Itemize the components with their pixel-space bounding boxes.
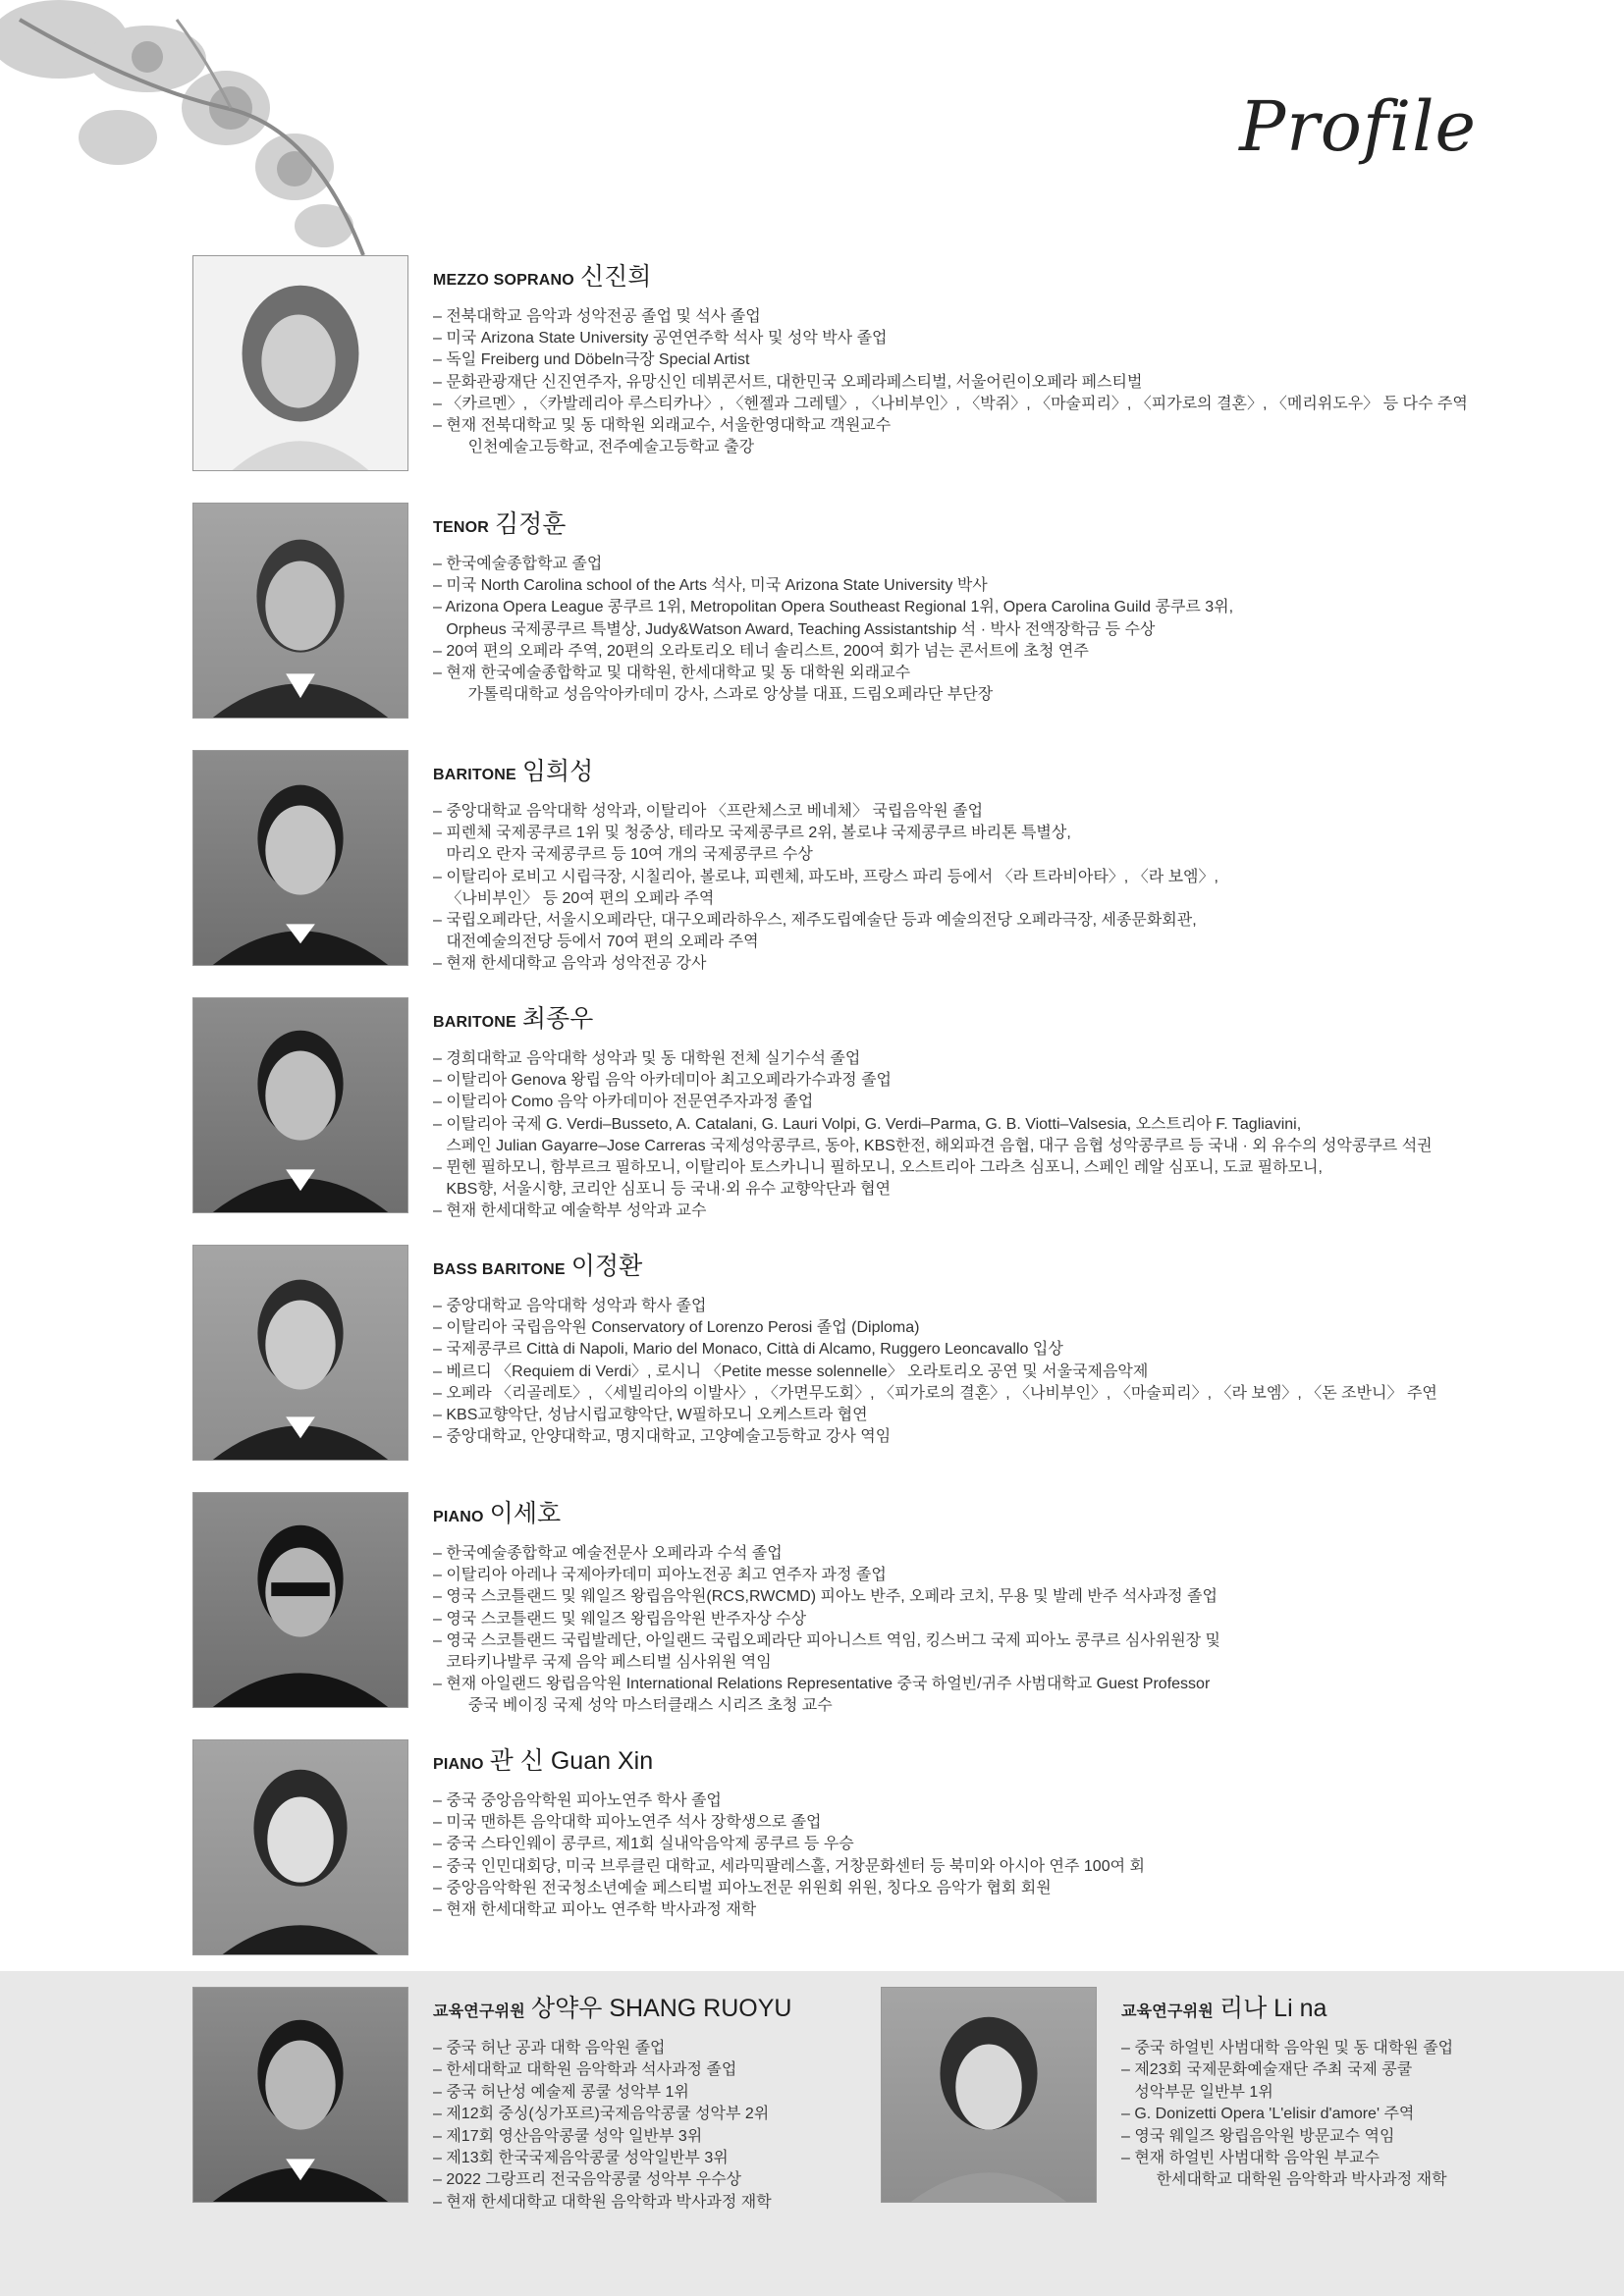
page-title: Profile [1239, 86, 1477, 167]
career-item: – 현재 한세대학교 예술학부 성악과 교수 [433, 1202, 707, 1220]
career-list [1121, 2038, 1534, 2192]
career-item: – 오페라 〈리골레토〉, 〈세빌리아의 이발사〉, 〈가면무도회〉, 〈피가로의 결혼〉, 〈나비부인〉, 〈마술피리〉, 〈라 보엠〉, 〈돈 조반니〉 주연 [433, 1384, 1437, 1402]
career-item: – 영국 스코틀랜드 국립발레단, 아일랜드 국립오페라단 피아니스트 역임, 킹스버그 국제 피아노 콩쿠르 심사위원장 및 [433, 1631, 1221, 1649]
role-label: 교육연구위원 [433, 2003, 525, 2020]
career-item: – 피렌체 국제콩쿠르 1위 및 청중상, 테라모 국제콩쿠르 2위, 볼로냐 국제콩쿠르 바리톤 특별상, [433, 825, 1071, 842]
career-list [433, 801, 1528, 976]
role-label: BARITONE [433, 767, 516, 783]
career-item: – 영국 스코틀랜드 및 웨일즈 왕립음악원(RCS,RWCMD) 피아노 반주, 오페라 코치, 무용 및 발레 반주 석사과정 졸업 [433, 1588, 1218, 1606]
career-item: – 경희대학교 음악대학 성악과 및 동 대학원 전체 실기수석 졸업 [433, 1050, 861, 1067]
career-item: – 베르디 〈Requiem di Verdi〉, 로시니 〈Petite messe solennelle〉 오라토리오 공연 및 서울국제음악제 [433, 1362, 1149, 1380]
name-line [433, 1494, 1528, 1529]
career-item: – 이탈리아 Como 음악 아카데미아 전문연주자과정 졸업 [433, 1094, 814, 1111]
career-item: – 이탈리아 국립음악원 Conservatory of Lorenzo Perosi 졸업 (Diploma) [433, 1319, 920, 1337]
career-item: – 현재 한세대학교 피아노 연주학 박사과정 재학 [433, 1901, 757, 1919]
career-list [433, 1048, 1528, 1223]
career-item: – 제17회 영산음악콩쿨 성악 일반부 3위 [433, 2127, 703, 2145]
career-item: – 미국 Arizona State University 공연연주학 석사 및 성악 박사 졸업 [433, 330, 888, 347]
career-item: – 중국 허난 공과 대학 음악원 졸업 [433, 2040, 666, 2056]
career-item: 〈나비부인〉 등 20여 편의 오페라 주역 [433, 889, 715, 907]
career-item: – 한세대학교 대학원 음악학과 석사과정 졸업 [433, 2061, 737, 2079]
role-label: PIANO [433, 1756, 484, 1773]
person-name: 상약우 SHANG RUOYU [530, 1995, 792, 2022]
career-item: – KBS교향악단, 성남시립교향악단, W필하모니 오케스트라 협연 [433, 1407, 868, 1424]
name-line [1121, 1989, 1534, 2024]
career-item: – 한국예술종합학교 졸업 [433, 556, 603, 572]
career-item: 스페인 Julian Gayarre–Jose Carreras 국제성악콩쿠르, 동아, KBS한전, 해외파견 음협, 대구 음협 성악콩쿠르 등 국내 · 외 유수의 성악콩쿠르 석권 [433, 1137, 1433, 1154]
career-item: – 영국 웨일즈 왕립음악원 방문교수 역임 [1121, 2127, 1395, 2145]
person-name: 이정환 [570, 1253, 643, 1280]
career-item: Orpheus 국제콩쿠르 특별상, Judy&Watson Award, Teaching Assistantship 석 · 박사 전액장학금 등 수상 [433, 620, 1156, 638]
portrait-photo [192, 1492, 408, 1708]
portrait-photo [192, 997, 408, 1213]
portrait-photo [192, 750, 408, 966]
career-item: – G. Donizetti Opera 'L'elisir d'amore' 주역 [1121, 2106, 1415, 2123]
career-item: – 국립오페라단, 서울시오페라단, 대구오페라하우스, 제주도립예술단 등과 예술의전당 오페라극장, 세종문화회관, [433, 912, 1197, 930]
career-list [433, 1296, 1528, 1448]
career-item: – 중국 스타인웨이 콩쿠르, 제1회 실내악음악제 콩쿠르 등 우승 [433, 1836, 854, 1853]
career-item: 한세대학교 대학원 음악학과 박사과정 재학 [1121, 2171, 1447, 2189]
career-list [433, 2038, 845, 2214]
career-item: – 이탈리아 아레나 국제아카데미 피아노전공 최고 연주자 과정 졸업 [433, 1567, 887, 1584]
person-name: 임희성 [521, 758, 594, 785]
role-label: 교육연구위원 [1121, 2003, 1214, 2020]
career-item: – 현재 한국예술종합학교 및 대학원, 한세대학교 및 동 대학원 외래교수 [433, 665, 911, 682]
person-name: 리나 Li na [1218, 1995, 1327, 2022]
career-item: – 현재 아일랜드 왕립음악원 International Relations Representative 중국 하얼빈/귀주 사범대학교 Guest Professor [433, 1676, 1211, 1693]
name-line [433, 752, 1528, 787]
person-name: 김정훈 [495, 510, 567, 538]
career-item: – 제12회 중싱(싱가포르)국제음악콩쿨 성악부 2위 [433, 2106, 770, 2123]
career-item: 코타키나발루 국제 음악 페스티벌 심사위원 역임 [433, 1654, 772, 1672]
career-item: – 이탈리아 로비고 시립극장, 시칠리아, 볼로냐, 피렌체, 파도바, 프랑스 파리 등에서 〈라 트라비아타〉, 〈라 보엠〉, [433, 868, 1218, 885]
person-name: 신진희 [579, 263, 652, 291]
career-item: – 중앙대학교 음악대학 성악과, 이탈리아 〈프란체스코 베네체〉 국립음악원 졸업 [433, 803, 984, 820]
career-item: – 이탈리아 Genova 왕립 음악 아카데미아 최고오페라가수과정 졸업 [433, 1072, 892, 1090]
career-item: – 문화관광재단 신진연주자, 유망신인 데뷔콘서트, 대한민국 오페라페스티벌, 서울어린이오페라 페스티벌 [433, 373, 1143, 391]
career-item: 중국 베이징 국제 성악 마스터클래스 시리즈 초청 교수 [433, 1697, 833, 1715]
portrait-photo [881, 1987, 1097, 2203]
career-item: 가톨릭대학교 성음악아카데미 강사, 스과로 앙상블 대표, 드림오페라단 부단장 [433, 686, 994, 704]
career-item: 대전예술의전당 등에서 70여 편의 오페라 주역 [433, 934, 759, 951]
career-item: 성악부문 일반부 1위 [1121, 2083, 1273, 2101]
career-item: – 중국 하얼빈 사범대학 음악원 및 동 대학원 졸업 [1121, 2040, 1454, 2056]
career-item: – 현재 하얼빈 사범대학 음악원 부교수 [1121, 2150, 1380, 2167]
role-label: BARITONE [433, 1014, 516, 1031]
career-item: – 〈카르멘〉, 〈카발레리아 루스티카나〉, 〈헨젤과 그레텔〉, 〈나비부인〉, 〈박쥐〉, 〈마술피리〉, 〈피가로의 결혼〉, 〈메리위도우〉 등 다수 주역 [433, 395, 1468, 412]
portrait-photo [192, 1245, 408, 1461]
career-item: – 뮌헨 필하모니, 함부르크 필하모니, 이탈리아 토스카니니 필하모니, 오스트리아 그라츠 심포니, 스페인 레알 심포니, 도쿄 필하모니, [433, 1159, 1323, 1177]
career-item: – 중앙대학교, 안양대학교, 명지대학교, 고양예술고등학교 강사 역임 [433, 1428, 892, 1446]
floral-decoration [0, 0, 373, 265]
career-item: KBS향, 서울시향, 코리안 심포니 등 국내·외 유수 교향악단과 협연 [433, 1181, 892, 1199]
career-list [433, 1790, 1528, 1921]
career-item: – 중앙음악학원 전국청소년예술 페스티벌 피아노전문 위원회 위원, 칭다오 음악가 협회 회원 [433, 1879, 1052, 1896]
name-line [433, 1989, 845, 2024]
career-item: – 중국 허난성 예술제 콩쿨 성악부 1위 [433, 2083, 689, 2101]
name-line [433, 1741, 1528, 1777]
name-line [433, 257, 1528, 293]
career-item: – 20여 편의 오페라 주역, 20편의 오라토리오 테너 솔리스트, 200여 회가 넘는 콘서트에 초청 연주 [433, 642, 1089, 660]
role-label: MEZZO SOPRANO [433, 272, 574, 289]
career-item: 인천예술고등학교, 전주예술고등학교 출강 [433, 439, 755, 456]
name-line [433, 999, 1528, 1035]
role-label: PIANO [433, 1509, 484, 1525]
career-item: – 전북대학교 음악과 성악전공 졸업 및 석사 졸업 [433, 308, 761, 325]
career-item: – 이탈리아 국제 G. Verdi–Busseto, A. Catalani, G. Lauri Volpi, G. Verdi–Parma, G. B. Viotti–Valsesia, 오스트리아 F. Tagliavini, [433, 1115, 1302, 1133]
portrait-photo [192, 1987, 408, 2203]
role-label: TENOR [433, 519, 489, 536]
career-item: – Arizona Opera League 콩쿠르 1위, Metropolitan Opera Southeast Regional 1위, Opera Carolina Guild 콩쿠르 3위, [433, 599, 1234, 616]
career-list [433, 1543, 1528, 1718]
career-item: – 현재 한세대학교 대학원 음악학과 박사과정 재학 [433, 2193, 772, 2211]
career-item: – 한국예술종합학교 예술전문사 오페라과 수석 졸업 [433, 1545, 783, 1562]
career-item: 마리오 란자 국제콩쿠르 등 10여 개의 국제콩쿠르 수상 [433, 846, 813, 864]
career-list [433, 306, 1528, 458]
career-item: – 중국 중앙음악학원 피아노연주 학사 졸업 [433, 1792, 722, 1809]
career-item: – 현재 전북대학교 및 동 대학원 외래교수, 서울한영대학교 객원교수 [433, 417, 892, 435]
career-item: – 현재 한세대학교 음악과 성악전공 강사 [433, 955, 707, 973]
career-item: – 제13회 한국국제음악콩쿨 성악일반부 3위 [433, 2150, 729, 2167]
portrait-photo [192, 503, 408, 719]
career-item: – 중국 인민대회당, 미국 브루클린 대학교, 세라믹팔레스홀, 거창문화센터 등 북미와 아시아 연주 100여 회 [433, 1857, 1145, 1875]
career-item: – 영국 스코틀랜드 및 웨일즈 왕립음악원 반주자상 수상 [433, 1610, 807, 1628]
career-item: – 국제콩쿠르 Città di Napoli, Mario del Monaco, Città di Alcamo, Ruggero Leoncavallo 입상 [433, 1341, 1063, 1359]
role-label: BASS BARITONE [433, 1261, 566, 1278]
person-name: 관 신 Guan Xin [489, 1747, 654, 1775]
career-item: – 중앙대학교 음악대학 성악과 학사 졸업 [433, 1298, 707, 1314]
portrait-photo [192, 255, 408, 471]
career-list [433, 554, 1528, 706]
person-name: 이세호 [489, 1500, 562, 1527]
name-line [433, 1247, 1528, 1282]
name-line [433, 505, 1528, 540]
person-name: 최종우 [521, 1005, 594, 1033]
career-item: – 미국 맨하튼 음악대학 피아노연주 석사 장학생으로 졸업 [433, 1814, 822, 1832]
career-item: – 미국 North Carolina school of the Arts 석사, 미국 Arizona State University 박사 [433, 577, 988, 595]
career-item: – 제23회 국제문화예술재단 주최 국제 콩쿨 [1121, 2061, 1413, 2079]
career-item: – 2022 그랑프리 전국음악콩쿨 성악부 우수상 [433, 2171, 742, 2189]
portrait-photo [192, 1739, 408, 1955]
career-item: – 독일 Freiberg und Döbeln극장 Special Artist [433, 351, 750, 369]
